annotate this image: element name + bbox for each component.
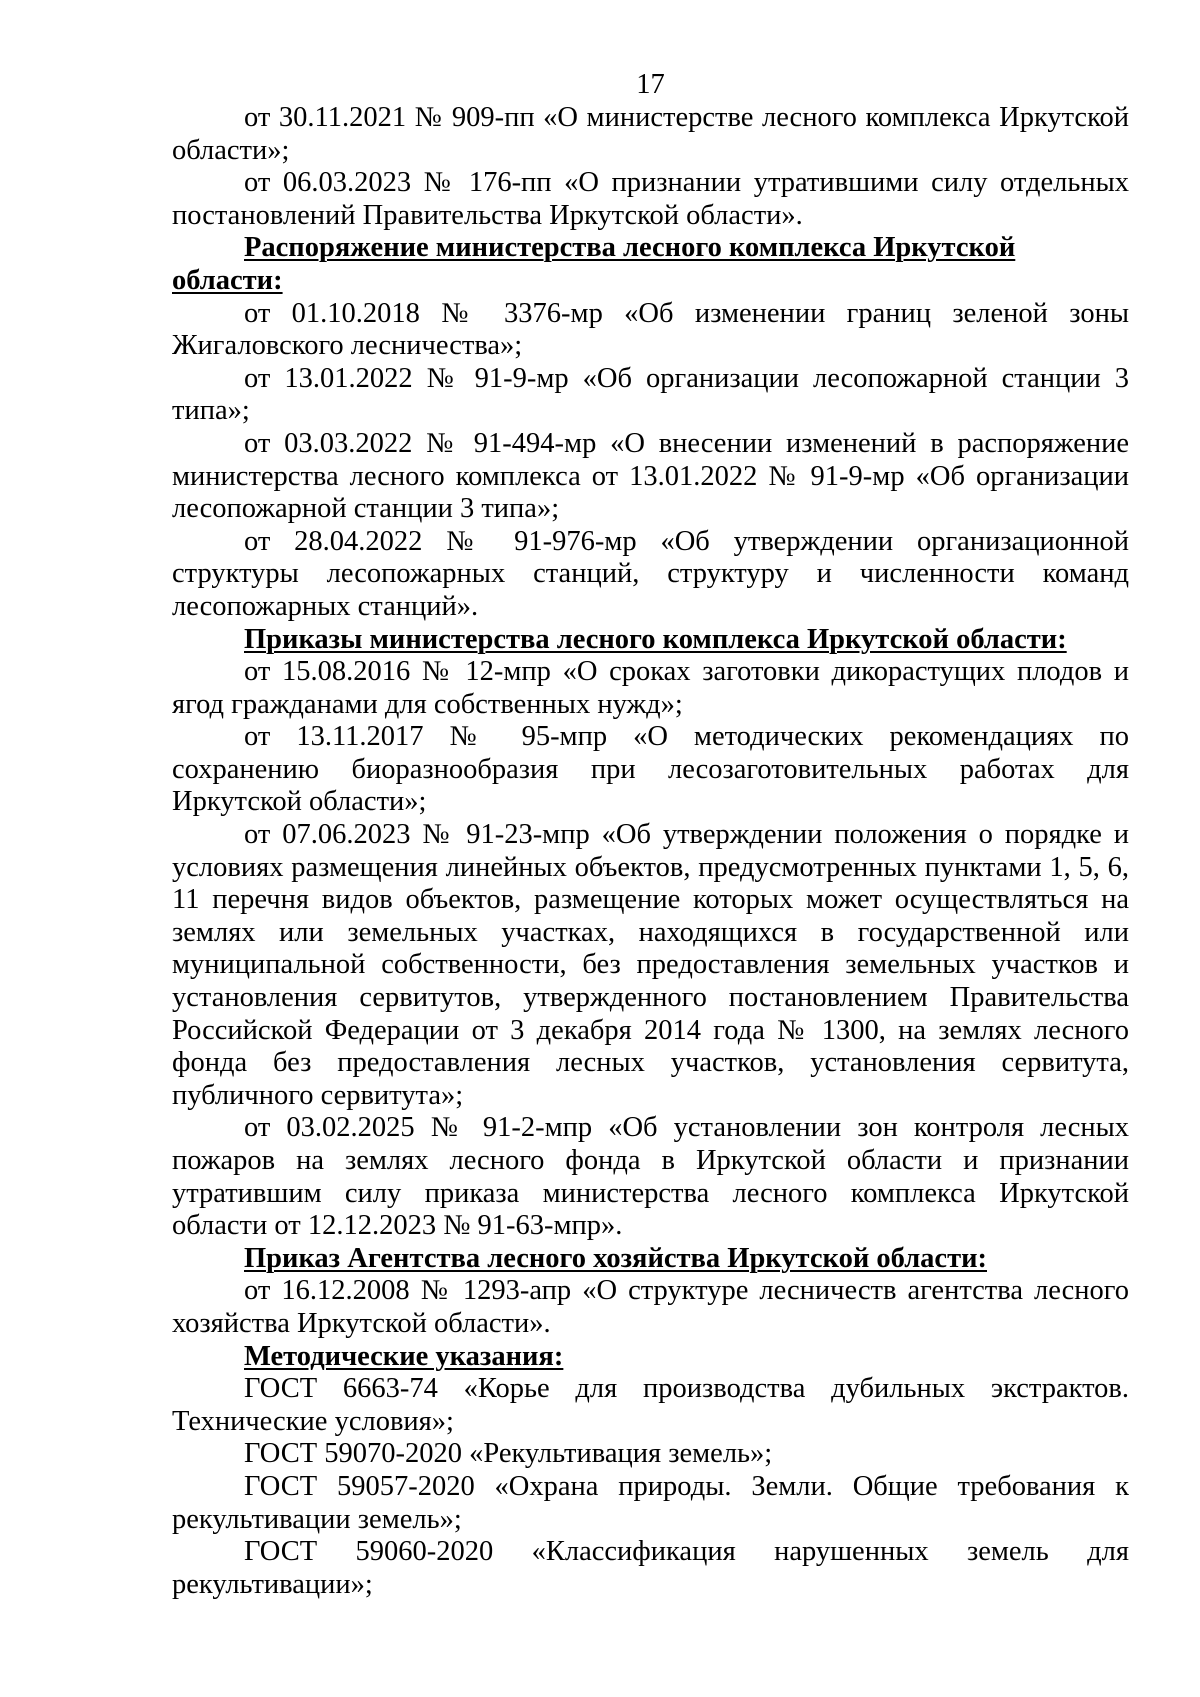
document-paragraph: от 01.10.2018 № 3376-мр «Об изменении границ зеленой зоны Жигаловского лесничества»; bbox=[172, 297, 1129, 362]
document-paragraph: ГОСТ 6663-74 «Корье для производства дубильных экстрактов. Технические условия»; bbox=[172, 1373, 1129, 1437]
document-paragraph: от 30.11.2021 № 909-пп «О министерстве лесного комплекса Иркутской области»; bbox=[172, 102, 1129, 166]
page-number: 17 bbox=[636, 69, 665, 100]
section-heading: Распоряжение министерства лесного комплекса Иркутской области: bbox=[172, 232, 1016, 296]
document-body bbox=[172, 102, 1129, 1601]
document-paragraph: от 13.11.2017 № 95-мпр «О методических рекомендациях по сохранению биоразнообразия при лесозаготовительных работах для Иркутской области»; bbox=[172, 721, 1129, 818]
document-page bbox=[172, 68, 1129, 1601]
document-paragraph: ГОСТ 59070-2020 «Рекультивация земель»; bbox=[244, 1438, 773, 1470]
document-paragraph: от 03.03.2022 № 91-494-мр «О внесении изменений в распоряжение министерства лесного комплекса от 13.01.2022 № 91-9-мр «Об организации лесопожарной станции 3 типа»; bbox=[172, 427, 1129, 525]
section-heading: Методические указания: bbox=[244, 1340, 564, 1372]
document-paragraph: от 13.01.2022 № 91-9-мр «Об организации лесопожарной станции 3 типа»; bbox=[172, 362, 1129, 427]
document-paragraph: ГОСТ 59060-2020 «Классификация нарушенных земель для рекультивации»; bbox=[172, 1536, 1129, 1600]
document-paragraph: от 16.12.2008 № 1293-апр «О структуре лесничеств агентства лесного хозяйства Иркутской области». bbox=[172, 1275, 1129, 1339]
document-paragraph: ГОСТ 59057-2020 «Охрана природы. Земли. Общие требования к рекультивации земель»; bbox=[172, 1470, 1129, 1535]
section-heading: Приказ Агентства лесного хозяйства Иркутской области: bbox=[244, 1242, 987, 1274]
document-paragraph: от 15.08.2016 № 12-мпр «О сроках заготовки дикорастущих плодов и ягод гражданами для собственных нужд»; bbox=[172, 656, 1129, 720]
document-paragraph: от 28.04.2022 № 91-976-мр «Об утверждении организационной структуры лесопожарных станций, структуру и численности команд лесопожарных станций». bbox=[172, 525, 1129, 622]
document-paragraph: от 03.02.2025 № 91-2-мпр «Об установлении зон контроля лесных пожаров на землях лесного фонда в Иркутской области и признании утратившим силу приказа министерства лесного комплекса Иркутской области от 12.12.2023 № 91-63-мпр». bbox=[172, 1112, 1129, 1242]
section-heading: Приказы министерства лесного комплекса Иркутской области: bbox=[244, 623, 1067, 655]
document-paragraph: от 06.03.2023 № 176-пп «О признании утратившими силу отдельных постановлений Правительства Иркутской области». bbox=[172, 167, 1129, 231]
document-paragraph: от 07.06.2023 № 91-23-мпр «Об утверждении положения о порядке и условиях размещения линейных объектов, предусмотренных пунктами 1, 5, 6, 11 перечня видов объектов, размещение которых может осуществляться на землях или земельных участках, находящихся в государственной или муниципальной собственности, без предоставления земельных участков и установления сервитутов, утвержденного постановлением Правительства Российской Федерации от 3 декабря 2014 года № 1300, на землях лесного фонда без предоставления лесных участков, установления сервитута, публичного сервитута»; bbox=[172, 819, 1129, 1111]
